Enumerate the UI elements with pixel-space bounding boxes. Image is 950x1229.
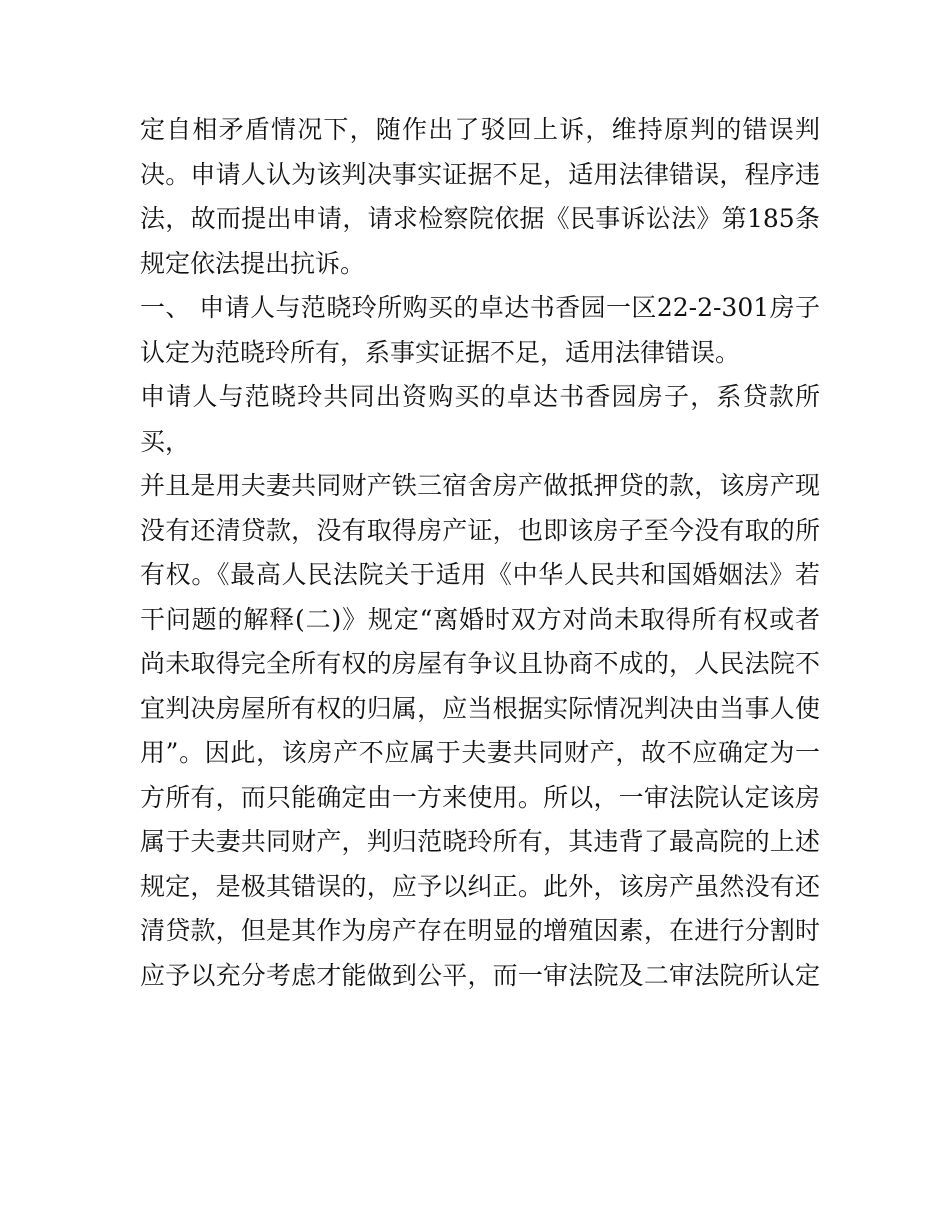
text-line: 规定，是极其错误的，应予以纠正。此外，该房产虽然没有还 [140, 871, 820, 901]
text-line: 尚未取得完全所有权的房屋有争议且协商不成的，人民法院不 [140, 649, 820, 678]
text-line: 定自相矛盾情况下，随作出了驳回上诉，维持原判的错误判 [140, 115, 820, 144]
text-line: 干问题的解释(二)》规定“离婚时双方对尚未取得所有权或者 [140, 604, 820, 634]
text-line: 应予以充分考虑才能做到公平，而一审法院及二审法院所认定 [140, 960, 820, 990]
text-line: 买， [140, 426, 191, 456]
text-line: 并且是用夫妻共同财产铁三宿舍房产做抵押贷的款，该房产现 [140, 471, 820, 500]
text-line: 决。申请人认为该判决事实证据不足，适用法律错误，程序违 [140, 159, 820, 189]
text-line: 方所有，而只能确定由一方来使用。所以，一审法院认定该房 [140, 782, 820, 812]
text-line: 宜判决房屋所有权的归属，应当根据实际情况判决由当事人使 [140, 693, 820, 723]
text-line: 属于夫妻共同财产，判归范晓玲所有，其违背了最高院的上述 [140, 827, 820, 856]
text-line: 清贷款，但是其作为房产存在明显的增殖因素，在进行分割时 [140, 916, 820, 945]
text-line: 认定为范晓玲所有，系事实证据不足，适用法律错误。 [140, 337, 741, 367]
text-line: 申请人与范晓玲共同出资购买的卓达书香园房子，系贷款所 [140, 382, 820, 411]
text-line: 用”。因此，该房产不应属于夫妻共同财产，故不应确定为一 [140, 738, 820, 767]
text-line: 规定依法提出抗诉。 [140, 248, 366, 278]
text-line: 有权。《最高人民法院关于适用《中华人民共和国婚姻法》若 [140, 560, 820, 589]
document-body [140, 108, 820, 998]
text-line: 一、 申请人与范晓玲所购买的卓达书香园一区22-2-301房子 [140, 293, 820, 322]
text-line: 没有还清贷款，没有取得房产证，也即该房子至今没有取的所 [140, 515, 820, 545]
text-line: 法，故而提出申请，请求检察院依据《民事诉讼法》第185条 [140, 204, 820, 233]
